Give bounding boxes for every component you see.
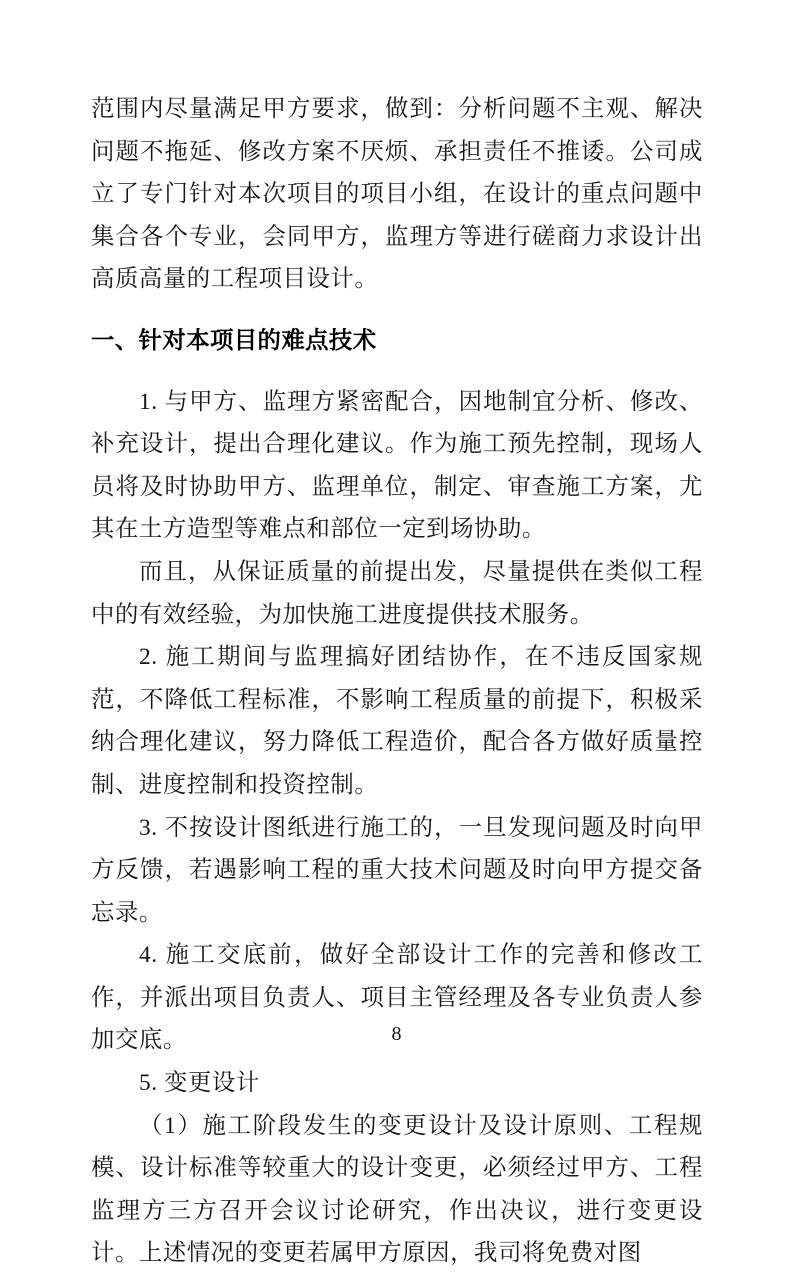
heading-spacer-before	[91, 301, 703, 320]
page-number: 8	[391, 1023, 402, 1045]
numbered-item-2: 2. 施工期间与监理搞好团结协作，在不违反国家规范，不降低工程标准，不影响工程质量的前提下，积极采纳合理化建议，努力降低工程造价，配合各方做好质量控制、进度控制和投资控制。	[91, 644, 703, 798]
numbered-item-5: 5. 变更设计	[139, 1070, 260, 1097]
numbered-item-1: 1. 与甲方、监理方紧密配合，因地制宜分析、修改、补充设计，提出合理化建议。作为施工预先控制，现场人员将及时协助甲方、监理单位，制定、审查施工方案，尤其在土方造型等难点和部位一定到场协助。	[91, 388, 703, 543]
numbered-item-5-sub-1: （1）施工阶段发生的变更设计及设计原则、工程规模、设计标准等较重大的设计变更，必须经过甲方、工程监理方三方召开会议讨论研究，作出决议，进行变更设计。上述情况的变更若属甲方原因，我司将免费对图	[91, 1112, 703, 1267]
numbered-item-3: 3. 不按设计图纸进行施工的，一旦发现问题及时向甲方反馈，若遇影响工程的重大技术问题及时向甲方提交备忘录。	[91, 814, 703, 926]
numbered-item-4: 4. 施工交底前，做好全部设计工作的完善和修改工作，并派出项目负责人、项目主管经理及各专业负责人参加交底。	[91, 942, 703, 1054]
paragraph-continued: 范围内尽量满足甲方要求，做到：分析问题不主观、解决问题不拖延、修改方案不厌烦、承担责任不推诿。公司成立了专门针对本次项目的项目小组，在设计的重点问题中集合各个专业，会同甲方，监理方等进行磋商力求设计出高质高量的工程项目设计。	[91, 96, 703, 293]
numbered-item-1-continued: 而且，从保证质量的前提出发，尽量提供在类似工程中的有效经验，为加快施工进度提供技术服务。	[91, 558, 703, 628]
section-heading-1: 一、针对本项目的难点技术	[91, 327, 377, 354]
page-text-body	[91, 88, 703, 1275]
heading-spacer-after	[91, 363, 703, 381]
